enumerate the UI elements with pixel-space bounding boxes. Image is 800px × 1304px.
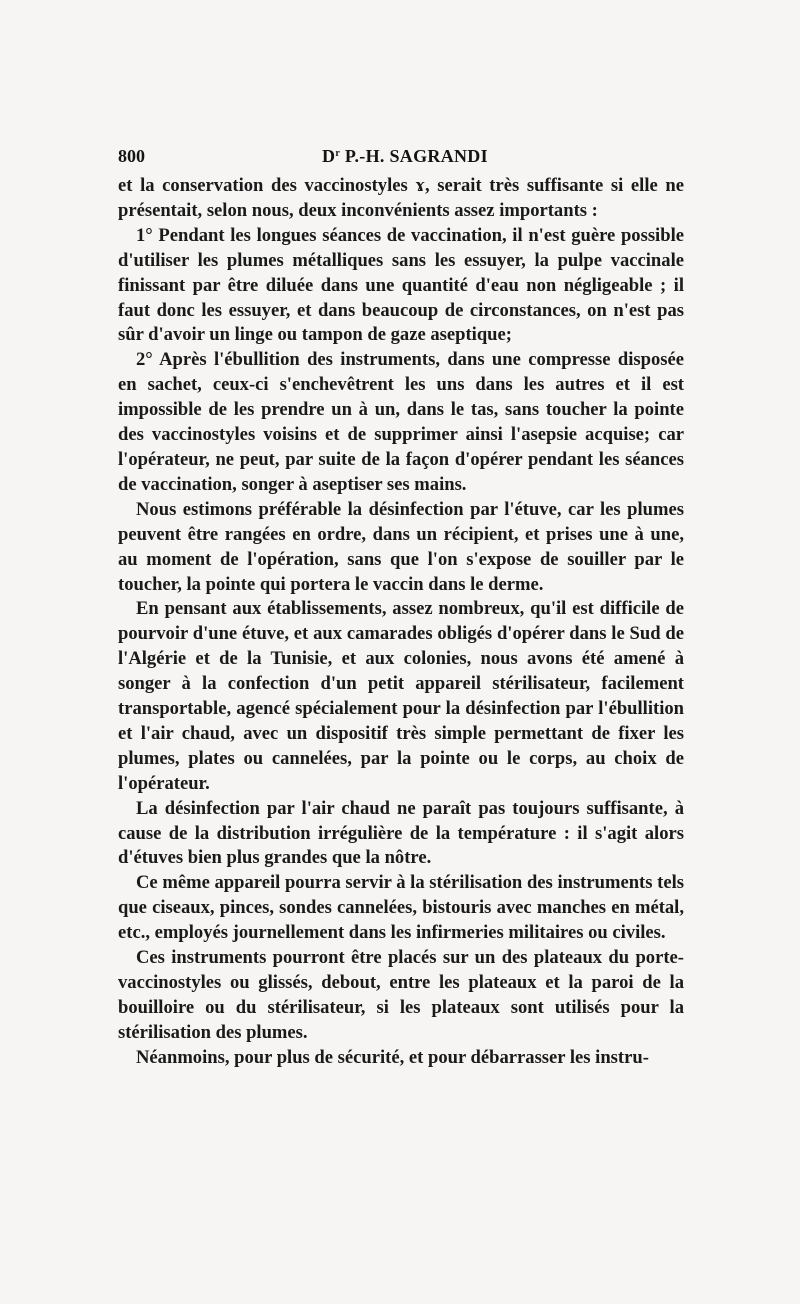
paragraph: En pensant aux établissements, assez nombreux, qu'il est difficile de pourvoir d'une étuve, et aux camarades obligés d'opérer dans le Sud de l'Algérie et de la Tunisie, et aux colonies, nous avons été amené à songer à la confection d'un petit appareil stérilisateur, facilement transportable, agencé spécialement pour la désinfection par l'ébullition et l'air chaud, avec un dispositif très simple permettant de fixer les plumes, plates ou cannelées, par la pointe ou le corps, au choix de l'opérateur. [118, 598, 684, 794]
paragraph: et la conservation des vaccinostyles ɤ, serait très suffisante si elle ne présentait, selon nous, deux inconvénients assez importants : [118, 175, 684, 221]
paragraph: Nous estimons préférable la désinfection par l'étuve, car les plumes peuvent être rangées en ordre, dans un récipient, et prises une à une, au moment de l'opération, sans que l'on s'expose de souiller par le toucher, la pointe qui portera le vaccin dans le derme. [118, 498, 684, 595]
paragraph: La désinfection par l'air chaud ne paraît pas toujours suffisante, à cause de la distribution irrégulière de la température : il s'agit alors d'étuves bien plus grandes que la nôtre. [118, 797, 684, 869]
page-header [118, 146, 684, 172]
paragraph: Ce même appareil pourra servir à la stérilisation des instruments tels que ciseaux, pinces, sondes cannelées, bistouris avec manches en métal, etc., employés journellement dans les infirmeries militaires ou civiles. [118, 872, 684, 944]
running-head [322, 146, 488, 167]
paragraph: Ces instruments pourront être placés sur un des plateaux du porte-vaccinostyles ou glissés, debout, entre les plateaux et la paroi de la bouilloire ou du stérilisateur, si les plateaux sont utilisés pour la stérilisation des plumes. [118, 947, 684, 1043]
body-text [118, 174, 684, 1071]
author-prefix-superscript: r [335, 148, 341, 159]
paragraph: 2° Après l'ébullition des instruments, dans une compresse disposée en sachet, ceux-ci s'enchevêtrent les uns dans les autres et il est impossible de les prendre un à un, dans le tas, sans toucher la pointe des vaccinostyles voisins et de supprimer ainsi l'asepsie acquise; car l'opérateur, ne peut, par suite de la façon d'opérer pendant les séances de vaccination, songer à aseptiser ses mains. [118, 349, 684, 495]
paragraph: Néanmoins, pour plus de sécurité, et pour débarrasser les instru- [136, 1046, 649, 1068]
author-prefix: D [322, 146, 336, 166]
page-number: 800 [118, 146, 145, 166]
author-name: P.-H. SAGRANDI [340, 146, 488, 166]
paragraph: 1° Pendant les longues séances de vaccination, il n'est guère possible d'utiliser les plumes métalliques sans les essuyer, la pulpe vaccinale finissant par être diluée dans une quantité d'eau non négligeable ; il faut donc les essuyer, et dans beaucoup de circonstances, on n'est pas sûr d'avoir un linge ou tampon de gaze aseptique; [118, 224, 684, 346]
